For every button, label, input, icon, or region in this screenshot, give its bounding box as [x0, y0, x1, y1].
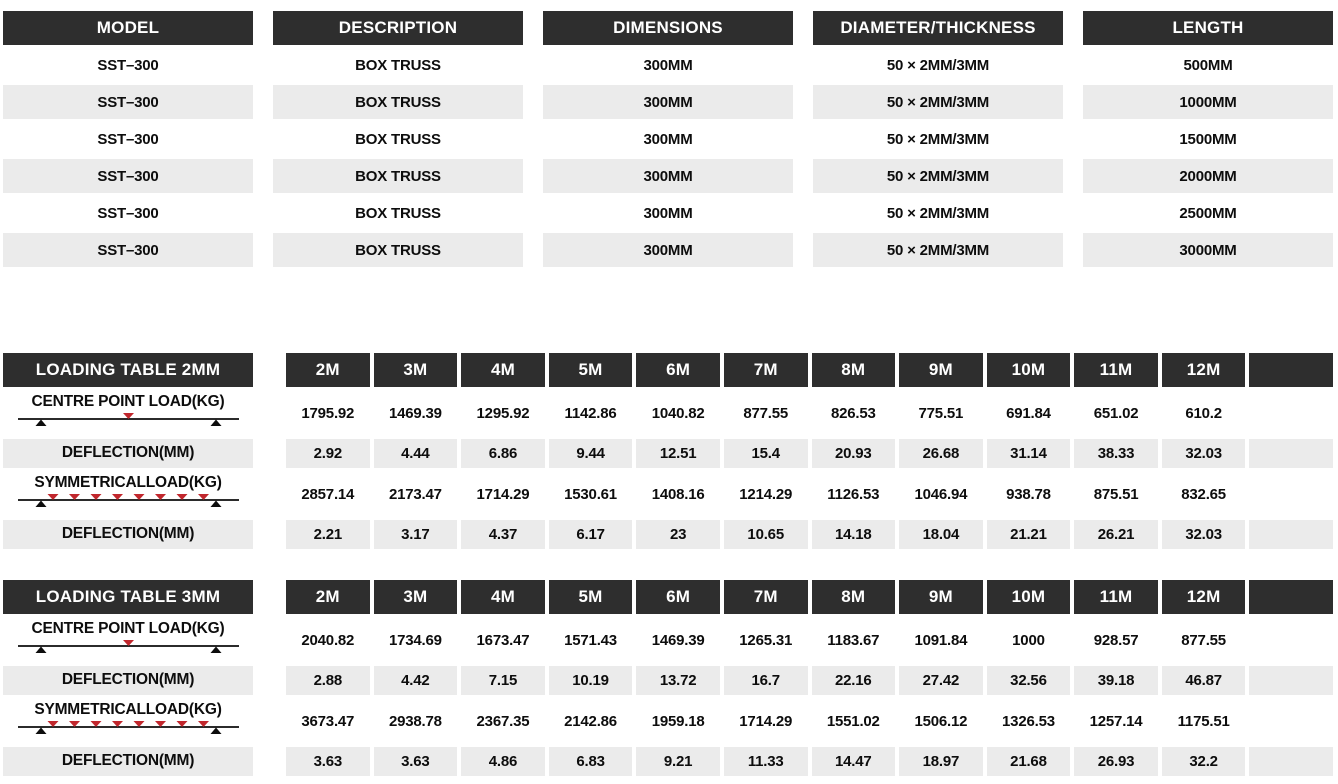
- span-header: 11M: [1074, 353, 1158, 387]
- value-cell: 2.21: [286, 520, 370, 549]
- span-header: 9M: [899, 353, 983, 387]
- value-cell: 12.51: [636, 439, 720, 468]
- loading-tables: [3, 353, 1333, 776]
- value-cell: 691.84: [1006, 404, 1051, 422]
- value-cell: 1714.29: [476, 485, 530, 503]
- value-cell: 1040.82: [651, 404, 705, 422]
- loading-table-2mm: [3, 353, 1333, 549]
- value-cell: 3.63: [286, 747, 370, 776]
- value-cell: 1408.16: [651, 485, 705, 503]
- row-values: [286, 747, 1333, 776]
- value-cell: 10.19: [549, 666, 633, 695]
- spec-cell: SST–300: [97, 204, 159, 222]
- span-header: 7M: [724, 580, 808, 614]
- value-cell: 1295.92: [476, 404, 530, 422]
- value-cell: 2173.47: [388, 485, 442, 503]
- spec-cell: 2500MM: [1179, 204, 1237, 222]
- empty-cell: [1249, 471, 1333, 517]
- span-header: 4M: [461, 353, 545, 387]
- spec-column-header: DIAMETER/THICKNESS: [813, 11, 1063, 45]
- value-cell: 32.56: [987, 666, 1071, 695]
- value-cell: 21.68: [987, 747, 1071, 776]
- value-cell: 1551.02: [826, 712, 880, 730]
- span-header: 10M: [987, 580, 1071, 614]
- span-header-empty: [1249, 580, 1333, 614]
- spec-cell: SST–300: [3, 159, 253, 193]
- row-label-cell: [3, 698, 253, 744]
- spec-cell: BOX TRUSS: [355, 56, 441, 74]
- spec-cell: 1000MM: [1083, 85, 1333, 119]
- value-cell: 938.78: [1006, 485, 1051, 503]
- value-cell: 20.93: [812, 439, 896, 468]
- value-cell: 46.87: [1162, 666, 1246, 695]
- spec-cell: BOX TRUSS: [273, 85, 523, 119]
- row-label-cell: [3, 617, 253, 663]
- value-cell: 1795.92: [301, 404, 355, 422]
- value-cell: 6.17: [549, 520, 633, 549]
- span-header: 2M: [286, 353, 370, 387]
- value-cell: 6.83: [549, 747, 633, 776]
- value-cell: 1142.86: [564, 404, 617, 422]
- value-cell: 4.42: [374, 666, 458, 695]
- row-values: [286, 471, 1333, 517]
- value-cell: 2040.82: [301, 631, 355, 649]
- value-cell: 1959.18: [651, 712, 705, 730]
- value-cell: 1530.61: [564, 485, 617, 503]
- loading-table-header-row: [3, 580, 1333, 614]
- spec-cell: SST–300: [97, 56, 159, 74]
- value-cell: 1734.69: [388, 631, 442, 649]
- row-label: CENTRE POINT LOAD(KG): [31, 620, 225, 638]
- span-header: 10M: [987, 353, 1071, 387]
- span-header: 12M: [1162, 353, 1246, 387]
- spec-cell: SST–300: [97, 130, 159, 148]
- empty-cell: [1249, 617, 1333, 663]
- value-cell: 1091.84: [914, 631, 968, 649]
- loading-table-title: LOADING TABLE 3MM: [3, 580, 253, 614]
- value-cell: 1469.39: [388, 404, 442, 422]
- spec-cell: 3000MM: [1083, 233, 1333, 267]
- row-values: [286, 439, 1333, 468]
- spec-cell: 50 × 2MM/3MM: [886, 56, 990, 74]
- value-cell: 13.72: [636, 666, 720, 695]
- spec-column-header: LENGTH: [1083, 11, 1333, 45]
- value-cell: 27.42: [899, 666, 983, 695]
- value-cell: 10.65: [724, 520, 808, 549]
- span-header: 2M: [286, 580, 370, 614]
- value-cell: 26.68: [899, 439, 983, 468]
- loading-row: [3, 439, 1333, 468]
- spec-cell: 300MM: [643, 130, 693, 148]
- spec-cell: 500MM: [1183, 56, 1233, 74]
- spec-cell: 50 × 2MM/3MM: [886, 130, 990, 148]
- empty-cell: [1249, 666, 1333, 695]
- row-values: [286, 617, 1333, 663]
- spec-cell: 300MM: [543, 159, 793, 193]
- row-values: [286, 390, 1333, 436]
- span-header: 6M: [636, 580, 720, 614]
- value-cell: 32.03: [1162, 439, 1246, 468]
- center-point-load-icon: [16, 412, 241, 432]
- value-cell: 32.03: [1162, 520, 1246, 549]
- value-cell: 18.04: [899, 520, 983, 549]
- spec-cell: SST–300: [3, 85, 253, 119]
- value-cell: 875.51: [1093, 485, 1139, 503]
- value-cell: 1714.29: [739, 712, 793, 730]
- value-cell: 4.86: [461, 747, 545, 776]
- span-header: 6M: [636, 353, 720, 387]
- span-headers: [286, 353, 1333, 387]
- spec-cell: 1500MM: [1179, 130, 1237, 148]
- value-cell: 877.55: [1181, 631, 1226, 649]
- span-header-empty: [1249, 353, 1333, 387]
- row-label-cell: [3, 747, 253, 776]
- span-header: 5M: [549, 580, 633, 614]
- spec-cell: BOX TRUSS: [355, 130, 441, 148]
- value-cell: 1326.53: [1002, 712, 1055, 730]
- value-cell: 2.88: [286, 666, 370, 695]
- value-cell: 832.65: [1181, 485, 1226, 503]
- spec-cell: SST–300: [3, 233, 253, 267]
- empty-cell: [1249, 390, 1333, 436]
- value-cell: 31.14: [987, 439, 1071, 468]
- center-point-load-icon: [16, 639, 241, 659]
- spec-column-header: DIMENSIONS: [543, 11, 793, 45]
- value-cell: 2.92: [286, 439, 370, 468]
- value-cell: 3.17: [374, 520, 458, 549]
- value-cell: 877.55: [743, 404, 789, 422]
- span-header: 4M: [461, 580, 545, 614]
- value-cell: 1183.67: [827, 631, 880, 649]
- loading-row: [3, 471, 1333, 517]
- value-cell: 26.93: [1074, 747, 1158, 776]
- row-label-cell: [3, 520, 253, 549]
- value-cell: 39.18: [1074, 666, 1158, 695]
- symmetrical-load-icon: [16, 493, 241, 513]
- value-cell: 7.15: [461, 666, 545, 695]
- value-cell: 1265.31: [739, 631, 793, 649]
- row-label-cell: [3, 471, 253, 517]
- spec-column-header: MODEL: [3, 11, 253, 45]
- row-label: DEFLECTION(MM): [61, 444, 195, 462]
- value-cell: 1046.94: [914, 485, 968, 503]
- row-label-cell: [3, 390, 253, 436]
- row-values: [286, 666, 1333, 695]
- spec-cell: 300MM: [643, 56, 693, 74]
- value-cell: 651.02: [1093, 404, 1139, 422]
- span-headers: [286, 580, 1333, 614]
- value-cell: 1175.51: [1177, 712, 1230, 730]
- span-header: 8M: [812, 353, 896, 387]
- row-label: CENTRE POINT LOAD(KG): [31, 393, 225, 411]
- empty-cell: [1249, 520, 1333, 549]
- spec-table: [3, 11, 1333, 267]
- span-header: 9M: [899, 580, 983, 614]
- value-cell: 3.63: [374, 747, 458, 776]
- empty-cell: [1249, 439, 1333, 468]
- value-cell: 26.21: [1074, 520, 1158, 549]
- row-label-cell: [3, 439, 253, 468]
- value-cell: 21.21: [987, 520, 1071, 549]
- empty-cell: [1249, 698, 1333, 744]
- value-cell: 16.7: [724, 666, 808, 695]
- loading-row: [3, 520, 1333, 549]
- span-header: 3M: [374, 580, 458, 614]
- value-cell: 928.57: [1093, 631, 1139, 649]
- value-cell: 15.4: [724, 439, 808, 468]
- value-cell: 1469.39: [651, 631, 705, 649]
- value-cell: 38.33: [1074, 439, 1158, 468]
- row-label: SYMMETRICALLOAD(KG): [34, 474, 222, 492]
- spec-cell: 50 × 2MM/3MM: [886, 204, 990, 222]
- loading-table-3mm: [3, 580, 1333, 776]
- value-cell: 18.97: [899, 747, 983, 776]
- loading-row: [3, 390, 1333, 436]
- span-header: 8M: [812, 580, 896, 614]
- span-header: 11M: [1074, 580, 1158, 614]
- spec-cell: BOX TRUSS: [273, 159, 523, 193]
- spec-cell: BOX TRUSS: [355, 204, 441, 222]
- loading-table-title: LOADING TABLE 2MM: [3, 353, 253, 387]
- spec-cell: 300MM: [543, 85, 793, 119]
- value-cell: 14.18: [812, 520, 896, 549]
- value-cell: 3673.47: [301, 712, 355, 730]
- spec-cell: 50 × 2MM/3MM: [813, 85, 1063, 119]
- row-label: SYMMETRICALLOAD(KG): [34, 701, 222, 719]
- loading-row: [3, 747, 1333, 776]
- value-cell: 1571.43: [564, 631, 617, 649]
- span-header: 3M: [374, 353, 458, 387]
- value-cell: 6.86: [461, 439, 545, 468]
- value-cell: 1214.29: [739, 485, 793, 503]
- span-header: 7M: [724, 353, 808, 387]
- spec-cell: 300MM: [643, 204, 693, 222]
- spec-cell: BOX TRUSS: [273, 233, 523, 267]
- value-cell: 9.44: [549, 439, 633, 468]
- spec-cell: 300MM: [543, 233, 793, 267]
- value-cell: 2367.35: [476, 712, 530, 730]
- value-cell: 32.2: [1162, 747, 1246, 776]
- value-cell: 14.47: [812, 747, 896, 776]
- row-label: DEFLECTION(MM): [61, 752, 195, 770]
- empty-cell: [1249, 747, 1333, 776]
- value-cell: 826.53: [830, 404, 876, 422]
- value-cell: 610.2: [1185, 404, 1222, 422]
- span-header: 12M: [1162, 580, 1246, 614]
- row-label: DEFLECTION(MM): [61, 525, 195, 543]
- spec-column-header: DESCRIPTION: [273, 11, 523, 45]
- value-cell: 23: [636, 520, 720, 549]
- value-cell: 9.21: [636, 747, 720, 776]
- row-values: [286, 698, 1333, 744]
- value-cell: 22.16: [812, 666, 896, 695]
- loading-row: [3, 617, 1333, 663]
- value-cell: 11.33: [724, 747, 808, 776]
- spec-cell: 50 × 2MM/3MM: [813, 159, 1063, 193]
- value-cell: 1000: [1012, 631, 1045, 649]
- spec-cell: 50 × 2MM/3MM: [813, 233, 1063, 267]
- value-cell: 4.37: [461, 520, 545, 549]
- spec-cell: 2000MM: [1083, 159, 1333, 193]
- value-cell: 1673.47: [476, 631, 530, 649]
- value-cell: 2938.78: [388, 712, 442, 730]
- value-cell: 1126.53: [827, 485, 880, 503]
- loading-row: [3, 666, 1333, 695]
- value-cell: 1257.14: [1089, 712, 1143, 730]
- loading-table-header-row: [3, 353, 1333, 387]
- row-values: [286, 520, 1333, 549]
- value-cell: 2142.86: [564, 712, 617, 730]
- value-cell: 4.44: [374, 439, 458, 468]
- row-label-cell: [3, 666, 253, 695]
- loading-row: [3, 698, 1333, 744]
- value-cell: 1506.12: [914, 712, 968, 730]
- span-header: 5M: [549, 353, 633, 387]
- value-cell: 2857.14: [301, 485, 355, 503]
- symmetrical-load-icon: [16, 720, 241, 740]
- value-cell: 775.51: [918, 404, 964, 422]
- row-label: DEFLECTION(MM): [61, 671, 195, 689]
